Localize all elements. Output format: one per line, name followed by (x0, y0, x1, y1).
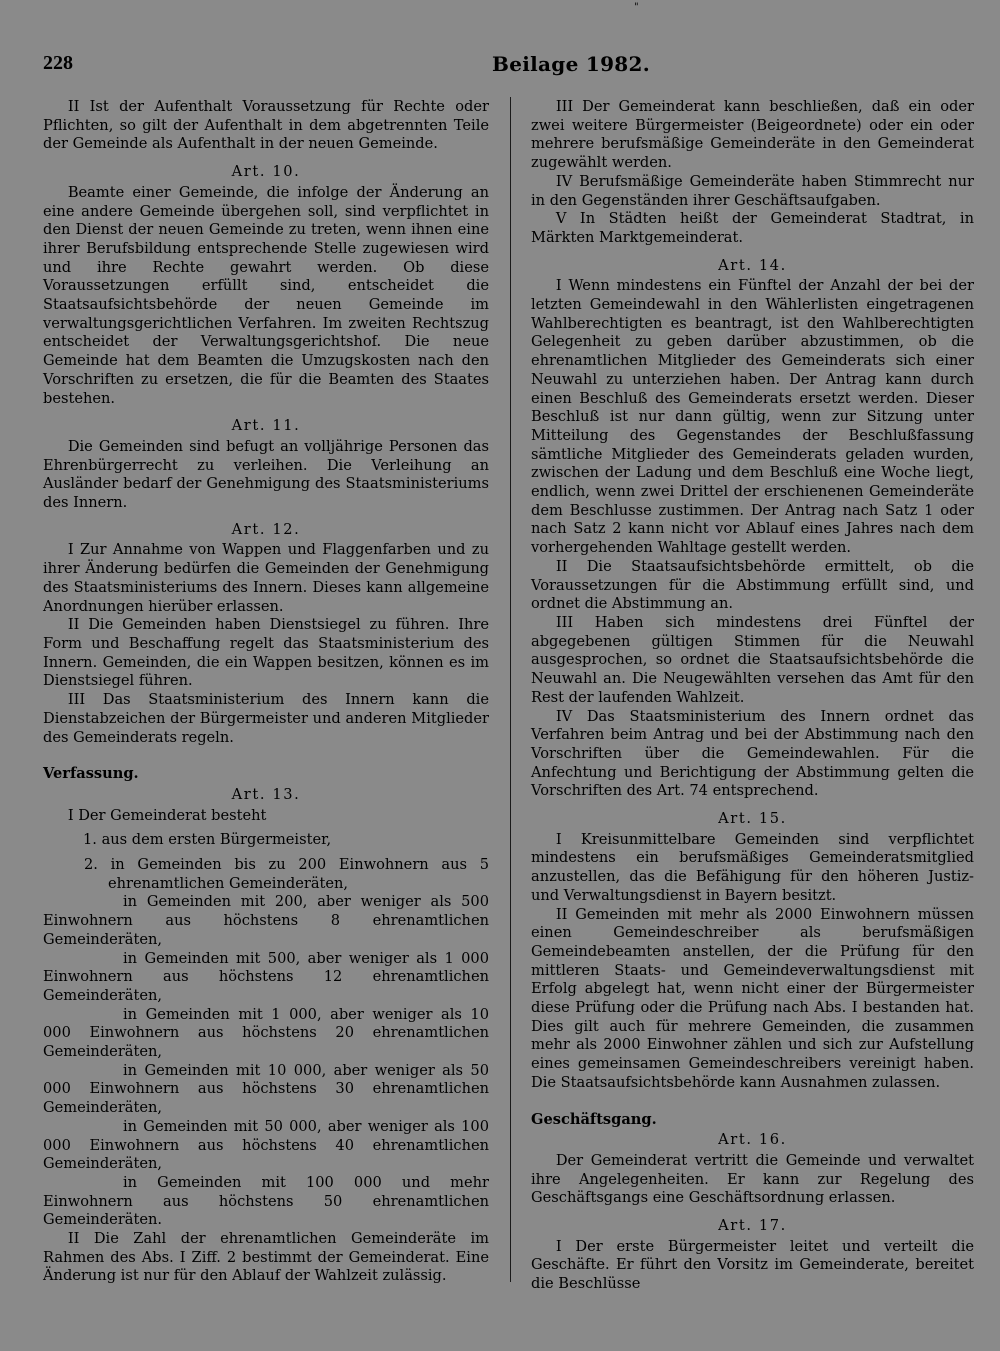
article-heading: Art. 13. (231, 785, 301, 803)
print-mark: " (634, 2, 639, 13)
article-heading: Art. 15. (718, 810, 787, 828)
column-divider (510, 97, 511, 1282)
article-heading: Art. 16. (718, 1131, 787, 1149)
page-number: 228 (43, 52, 73, 74)
paragraph: Der Gemeinderat vertritt die Gemeinde und verwaltet ihre Angelegenheiten. Er kann zur Regelung des Geschäftsgangs eine Geschäftsordnung erlassen. (531, 1151, 974, 1207)
paragraph: IV Das Staatsministerium des Innern ordnet das Verfahren beim Antrag und bei der Abstimmung nach den Vorschriften über die Gemeindewahlen. Für die Anfechtung und Berichtigung der Abstimmung gelten die Vorschriften des Art. 74 entsprechend. (531, 707, 974, 800)
paragraph: II Ist der Aufenthalt Voraussetzung für Rechte oder Pflichten, so gilt der Aufenthalt in dem abgetrennten Teile der Gemeinde als Aufenthalt in der neuen Gemeinde. (43, 98, 489, 153)
paragraph: Die Gemeinden sind befugt an volljährige Personen das Ehrenbürgerrecht zu verleihen. Die Verleihung an Ausländer bedarf der Genehmigung des Staatsministeriums des Innern. (43, 437, 489, 512)
paragraph: I Wenn mindestens ein Fünftel der Anzahl der bei der letzten Gemeindewahl in den Wählerlisten eingetragenen Wahlberechtigten es beantragt, ist den Wahlberechtigten Gelegenheit zu geben darüber abzustimmen, ob die ehrenamtlichen Mitglieder des Gemeinderats sich einer Neuwahl zu unterziehen haben. Der Antrag kann durch einen Beschluß des Gemeinderats ersetzt werden. Dieser Beschluß ist nur dann gültig, wenn zur Sitzung unter Mitteilung des Gegenstandes der Beschlußfassung sämtliche Mitglieder des Gemeinderats geladen wurden, zwischen der Ladung und dem Beschluß eine Woche liegt, endlich, wenn zwei Drittel der erschienenen Gemeinderäte dem Beschlusse zustimmen. Der Antrag nach Satz 1 oder nach Satz 2 kann nicht vor Ablauf eines Jahres nach dem vorhergehenden Wahltage gestellt werden. (531, 277, 974, 557)
article-heading: Art. 12. (231, 520, 301, 538)
paragraph: IV Berufsmäßige Gemeinderäte haben Stimmrecht nur in den Gegenständen ihrer Geschäftsaufgaben. (531, 172, 974, 209)
list-item: 1. aus dem ersten Bürgermeister, (83, 831, 332, 849)
paragraph: III Der Gemeinderat kann beschließen, daß ein oder zwei weitere Bürgermeister (Beigeordnete) oder ein oder mehrere berufsmäßige Gemeinderäte in den Gemeinderat zugewählt werden. (531, 98, 974, 172)
list-subitem: in Gemeinden mit 100 000 und mehr Einwohnern aus höchstens 50 ehrenamtlichen Gemeinderäten. (43, 1173, 489, 1229)
paragraph: I Zur Annahme von Wappen und Flaggenfarben und zu ihrer Änderung bedürfen die Gemeinden der Genehmigung des Staatsministeriums des Innern. Dieses kann allgemeine Anordnungen hierüber erlassen. (43, 541, 489, 615)
paragraph: Beamte einer Gemeinde, die infolge der Änderung an eine andere Gemeinde übergehen soll, sind verpflichtet in den Dienst der neuen Gemeinde zu treten, wenn ihnen eine ihrer Berufsbildung entsprechende Stelle zugewiesen wird und ihre Rechte gewahrt werden. Ob diese Voraussetzungen erfüllt sind, entscheidet die Staatsaufsichtsbehörde der neuen Gemeinde im verwaltungsgerichtlichen Verfahren. Im zweiten Rechtszug entscheidet der Verwaltungsgerichtshof. Die neue Gemeinde hat dem Beamten die Umzugskosten nach den Vorschriften zu ersetzen, die für die Beamten des Staates bestehen. (43, 183, 489, 407)
article-heading: Art. 11. (231, 417, 301, 435)
paragraph: V In Städten heißt der Gemeinderat Stadtrat, in Märkten Marktgemeinderat. (531, 210, 974, 246)
paragraph: II Die Gemeinden haben Dienstsiegel zu führen. Ihre Form und Beschaffung regelt das Staatsministerium des Innern. Gemeinden, die ein Wappen besitzen, können es im Dienstsiegel führen. (43, 616, 489, 690)
list-subitem: in Gemeinden mit 10 000, aber weniger als 50 000 Einwohnern aus höchstens 30 ehrenamtlichen Gemeinderäten, (43, 1061, 489, 1117)
page-header (40, 52, 970, 82)
left-column (43, 98, 489, 1286)
paragraph: II Die Staatsaufsichtsbehörde ermittelt, ob die Voraussetzungen für die Abstimmung erfüllt sind, und ordnet die Abstimmung an. (531, 557, 974, 613)
paragraph: I Der erste Bürgermeister leitet und verteilt die Geschäfte. Er führt den Vorsitz im Gemeinderate, bereitet die Beschlüsse (531, 1237, 974, 1293)
paragraph: I Kreisunmittelbare Gemeinden sind verpflichtet mindestens ein berufsmäßiges Gemeinderatsmitglied anzustellen, das die Befähigung für den höheren Justiz- und Verwaltungsdienst in Bayern besitzt. (531, 830, 974, 904)
paragraph: I Der Gemeinderat besteht (67, 806, 267, 824)
list-subitem: in Gemeinden mit 500, aber weniger als 1 000 Einwohnern aus höchstens 12 ehrenamtlichen Gemeinderäten, (43, 949, 489, 1004)
paragraph: III Haben sich mindestens drei Fünftel der abgegebenen gültigen Stimmen für die Neuwahl ausgesprochen, so ordnet die Staatsaufsichtsbehörde die Neuwahl an. Die Neugewählten versehen das Amt für den Rest der laufenden Wahlzeit. (531, 613, 974, 706)
list-subitem: in Gemeinden mit 1 000, aber weniger als 10 000 Einwohnern aus höchstens 20 ehrenamtlichen Gemeinderäten, (43, 1005, 489, 1061)
list-item: 2. in Gemeinden bis zu 200 Einwohnern aus 5 ehrenamtlichen Gemeinderäten, (84, 856, 489, 892)
article-heading: Art. 10. (231, 163, 301, 181)
article-heading: Art. 17. (718, 1217, 787, 1235)
right-column (531, 98, 974, 1294)
article-heading: Art. 14. (718, 256, 787, 274)
paragraph: II Die Zahl der ehrenamtlichen Gemeinderäte im Rahmen des Abs. I Ziff. 2 bestimmt der Gemeinderat. Eine Änderung ist nur für den Ablauf der Wahlzeit zulässig. (43, 1230, 489, 1285)
list-subitem: in Gemeinden mit 200, aber weniger als 500 Einwohnern aus höchstens 8 ehrenamtlichen Gemeinderäten, (43, 893, 489, 948)
paragraph: II Gemeinden mit mehr als 2000 Einwohnern müssen einen Gemeindeschreiber als berufsmäßigen Gemeindebeamten anstellen, der die Prüfung für den mittleren Staats- und Gemeindeverwaltungsdienst mit Erfolg abgelegt hat, wenn nicht einer der Bürgermeister diese Prüfung oder die Prüfung nach Abs. I bestanden hat. Dies gilt auch für mehrere Gemeinden, die zusammen mehr als 2000 Einwohner zählen und sich zur Aufstellung eines gemeinsamen Gemeindeschreibers vereinigt haben. Die Staatsaufsichtsbehörde kann Ausnahmen zulassen. (531, 905, 974, 1091)
paragraph: III Das Staatsministerium des Innern kann die Dienstabzeichen der Bürgermeister und anderen Mitglieder des Gemeinderats regeln. (43, 691, 489, 746)
running-title: Beilage 1982. (492, 52, 650, 76)
section-heading: Geschäftsgang. (531, 1110, 657, 1128)
section-heading: Verfassung. (43, 765, 139, 783)
list-subitem: in Gemeinden mit 50 000, aber weniger als 100 000 Einwohnern aus höchstens 40 ehrenamtlichen Gemeinderäten, (43, 1117, 489, 1173)
